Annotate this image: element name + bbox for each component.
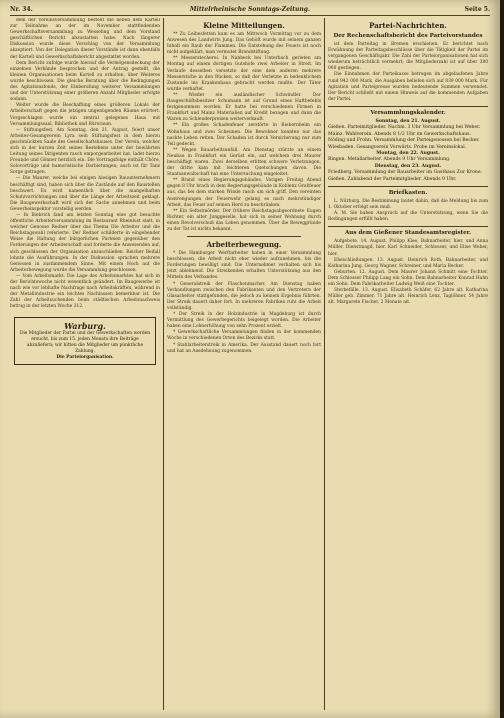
binding-edge (500, 0, 504, 718)
article-paragraph: — Die Maurer, welche bei einigen hiesigen Bauunternehmern beschäftigt sind, haben sich über die Zustände auf den Baustellen beschwert. Es wird namentlich über die mangelhaften Schutzvorrichtungen und über die Länge der Arbeitszeit geklagt. Die Baugewerkschaft wird sich der Sache annehmen und beim Gewerbeinspektor vorstellig werden. (10, 176, 160, 212)
article-paragraph: — Vom Arbeitsmarkt. Die Lage des Arbeitsmarktes hat sich in der Berichtswoche nicht wesentlich geändert. Im Baugewerbe ist nach wie vor lebhafte Nachfrage nach Arbeitskräften, während in der Metallindustrie ein leichtes Nachlassen bemerkbar ist. Die Zahl der Arbeitsuchenden beim städtischen Arbeitsnachweis betrug in der letzten Woche 312. (10, 273, 160, 310)
section-divider (328, 186, 488, 187)
issue-number: Nr. 34. (10, 6, 33, 13)
registry-entry: Geburten. 12. August. Dem Maurer Johann Schmitt eine Tochter. Dem Schlosser Philipp Lang ein Sohn. Dem Bahnarbeiter Konrad Hahn ein Sohn. Dem Fabrikarbeiter Ludwig Weiß eine Tochter. (328, 269, 488, 288)
news-item: ** Zu Leibesfetten kam es am Mittwoch Vormittag vor zu dem Anwesen des Landwirts Jung. Das Gehöft wurde mit seinem ganzen Inhalt ein Raub der Flammen. Die Entstehung des Feuers ist noch nicht aufgeklärt, man vermutet Brandstiftung. (167, 32, 321, 56)
notice-signature: Die Parteiorganisation. (56, 354, 114, 360)
column-rule (324, 18, 325, 710)
calendar-entry: Wiesbaden. Gesangverein Vorwärts. Probe im Vereinslokal. (328, 144, 467, 150)
calendar-entry: Nöding und Frohn. Versammlung der Parteigenossen bei Becker. (328, 138, 480, 144)
registry-entry: Aufgebote. 14. August. Philipp Klee, Bahnarbeiter, hier, und Anna Müller, Dienstmagd, hier. Karl Schneider, Schlosser, und Elise Weber, hier. (328, 239, 488, 257)
notice-line: Die Mitglieder der Partei und der Gewerkschaften werden (19, 330, 151, 336)
calendar-date: Montag, den 22. August. (376, 150, 440, 156)
newspaper-title: Mittelrheinische Sonntags-Zeitung. (189, 6, 311, 13)
news-item: ** Wieder ein ausländischer Schwindler. Der Baugeschäftsbesitzer Schumann ist auf Grund eines Haftbefehls festgenommen worden. Er hatte bei verschiedenen Firmen in Frankfurt und Mainz Materialien auf Kredit bezogen und dann die Waren zu Schleuderpreisen weiterverkauft. (167, 92, 321, 123)
letter-reply: L. Nürburg. Die Bestimmung lautet dahin, daß die Meldung bis zum 1. Oktober erfolgt sein muß. (328, 199, 488, 211)
notice-box (14, 317, 156, 365)
news-item: ** Brand eines Regierungsgebäudes. Vorigen Freitag Abend gegen 8 Uhr brach in dem Regierungsgebäude in Koblenz Großfeuer aus, das bei dem starken Winde rasch um sich griff. Den vereinten Anstrengungen der Feuerwehr gelang es nach mehrstündiger Arbeit, das Feuer auf seinen Herd zu beschränken. (167, 178, 321, 208)
section-heading: Kleine Mitteilungen. (203, 21, 285, 30)
calendar-entry: Bingen. Metallarbeiter. Abends 9 Uhr Versammlung. (328, 157, 451, 163)
section-heading: Briefkasten. (388, 190, 428, 196)
notice-line: ersucht, bis zum 15. jeden Monats ihre Beiträge (31, 336, 139, 342)
column-middle (167, 18, 321, 710)
news-item: * Gewerkschaftliche Versammlungen finden in der kommenden Woche in verschiedenen Orten des Bezirks statt. (167, 330, 321, 342)
section-heading: Aus dem Gießener Standesamtsregister. (344, 230, 472, 237)
section-subheading: Der Rechenschaftsbericht des Parteivorstandes (333, 33, 483, 39)
notice-line: abzuliefern; wir bitten die Mitglieder um pünktliche Zahlung. (26, 342, 144, 354)
column-left (10, 18, 160, 710)
notice-title: Warburg. (64, 320, 106, 331)
news-item: * Die Hamburger Werftarbeiter haben in einer Versammlung beschlossen, die Arbeit nicht eher wieder aufzunehmen, bis die Forderungen bewilligt sind. Die Unternehmer verhalten sich bis jetzt ablehnend. Die Streikenden erhalten Unterstützung aus den Mitteln des Verbandes. (167, 251, 321, 281)
calendar-date: Dienstag, den 23. August. (374, 163, 442, 169)
article-paragraph: — Stiftungsfest. Am Sonntag, den 21. August, feiert unser Arbeiter-Gesangverein Lyra sein Stiftungsfest in dem hierzu geschmückten Saale des Gesellschaftshauses. Der Verein, welcher sich in der kurzen Zeit seines Bestehens unter der bewährten Leitung seines Dirigenten rasch emporgearbeitet hat, ladet hierzu Freunde und Gönner herzlich ein. Die Vortragsfolge enthält Chöre, Solovorträge und humoristische Darbietungen; auch ist für Tanz Sorge getragen. (10, 127, 160, 176)
section-heading: Partei-Nachrichten. (369, 21, 447, 30)
registry-entry: Sterbefälle. 13. August. Elisabeth Schäfer, 62 Jahre alt. Katharina Müller geb. Zimmer, 71 Jahre alt. Heinrich Lenz, Taglöhner, 54 Jahre alt. Margarete Fischer, 2 Monate alt. (328, 288, 488, 306)
news-item: ** Ein Selbstmörder. Der frühere Reichstagsabgeordnete Eugen Richter, ein alter Junggeselle, hat sich in seiner Wohnung durch einen Revolverschuß das Leben genommen. Über die Beweggründe zu der Tat ist nichts bekannt. (167, 208, 321, 232)
article-paragraph: Die Einnahmen der Parteikasse betrugen im abgelaufenen Jahre rund 942 000 Mark, die Ausgaben beliefen sich auf 839 000 Mark. Für Agitation und Parteipresse wurden bedeutende Summen verwendet. Der Bericht schließt mit einem Hinweis auf die kommenden Aufgaben der Partei. (328, 72, 488, 102)
section-heading: Arbeiterbewegung. (206, 240, 282, 250)
news-item: * Stahlarbeiterstreik in Amerika. Der Ausstand dauert noch fort und hat an Ausdehnung zugenommen. (167, 342, 321, 354)
news-item: * Der Streik in der Holzindustrie in Magdeburg ist durch Vermittlung des Gewerbegerichts beigelegt worden. Die Arbeiter haben eine Lohnerhöhung von zehn Prozent erzielt. (167, 312, 321, 330)
calendar-entry: Mainz. Wahlverein. Abends 8 1/2 Uhr im Gewerkschaftshaus. (328, 131, 472, 137)
article-paragraph: Dem Bericht zufolge wurde hierauf die Vermögensdeckung der einzelnen Verbände besprochen und der Antrag gestellt, die kleinen Organisationen beim Kartell zu erhalten, über Weiteres wurde beschlossen. Die gleiche Beratung über die Bedingungen des Agitationsfonds, der Einberufung weiterer Versammlungen und der Unterstützung einer größeren Anzahl Mitglieder erfolgte sodann. (10, 60, 160, 103)
calendar-entry: Gießen. Parteimitglieder. Nachm. 3 Uhr Versammlung bei Weber. (328, 125, 481, 131)
calendar-entry: Friedberg. Versammlung der Bauarbeiter im Gasthaus Zur Krone. (328, 170, 483, 176)
article-paragraph: — In Biebrich fand am letzten Sonntag eine gut besuchte öffentliche Arbeiterversammlung im Restaurant Rheinlust statt, in welcher Genosse Redner über das Thema Die Arbeiter und die Reichstagswahl referierte. Der Redner schilderte in eingehender Weise die Haltung der bürgerlichen Parteien gegenüber den Forderungen der Arbeiterschaft und forderte die Anwesenden auf, sich geschlossen der Organisation anzuschließen. Reicher Beifall lohnte die Ausführungen. In der Diskussion sprachen mehrere Genossen in zustimmendem Sinne. Mit einem Hoch auf die Arbeiterbewegung wurde die Versammlung geschlossen. (10, 213, 160, 273)
news-item: ** Messerstecherei. In Nahbeck bei Unterbach gerieten am Montag auf einem dortigen Gutshofe zwei Arbeiter in Streit. Im Verlaufe desselben versetzte der eine dem anderen mehrere Messerstiche in den Rücken, so daß der Verletzte in bedenklichem Zustande ins Krankenhaus gebracht werden mußte. Der Täter wurde verhaftet. (167, 56, 321, 92)
news-item: * Generalstreik der Flaschenmacher. Am Dienstag haben Verhandlungen zwischen den Fabrikanten und den Vertretern der Glasarbeiter stattgefunden, die jedoch zu keinem Ergebnis führten. Der Streik dauert daher fort. In mehreren Fabriken ruht die Arbeit vollständig. (167, 281, 321, 311)
news-item: ** Ein großes Schadenfeuer zerstörte in Biebernheim ein Wohnhaus und zwei Scheunen. Die Bewohner konnten nur das nackte Leben retten. Der Schaden ist durch Versicherung nur zum Teil gedeckt. (167, 123, 321, 147)
calendar-entry: Gießen. Zahlabend der Parteimitglieder. Abends 9 Uhr. (328, 176, 457, 182)
letter-reply: A. M. Sie haben Anspruch auf die Unterstützung, wenn Sie die Bedingungen erfüllt haben. (328, 211, 488, 223)
section-divider (187, 236, 301, 237)
section-divider (328, 106, 488, 107)
calendar-date: Sonntag, den 21. August. (375, 118, 441, 124)
column-rule (163, 18, 164, 710)
article-paragraph: Weiter wurde die Beschaffung eines größeren Lokals der Arbeiterschaft gegen die jetzigen ungenügenden Räume erörtert. Vorgeschlagen wurde ein zentral gelegenes Haus mit Versammlungssaal, Bibliothek und Büroraum. (10, 103, 160, 127)
column-right (328, 18, 488, 710)
article-paragraph: dem der Vereinsversammlung bestellt die neben dem Kartell zur Teilnahme an der im November stattfindenden Gewerkschaftsversammlung zu Wesseling und dem Vorstand geschäftlichen Bericht abzustatten habe. Nach längerer Diskussion wurde diese Vorschlag von der Versammlung akzeptiert. Von der Delegation dieser Vorstände ist dann ebenfalls der Kartell und Gewerkschaftsbericht abgestattet worden. (10, 18, 160, 60)
section-heading: Versammlungskalender. (370, 109, 446, 116)
section-divider (328, 226, 488, 227)
news-item: ** Wegen Bauarbeitsunfall. Am Dienstag stürzte an einem Neubau in Frankfurt ein Gerüst ein, auf welchem drei Maurer beschäftigt waren. Zwei derselben erlitten schwere Verletzungen, der dritte kam mit leichteren Quetschungen davon. Die Staatsanwaltschaft hat eine Untersuchung eingeleitet. (167, 147, 321, 178)
article-paragraph: ist dem Parteitag in Bremen erschienen. Er berichtet nach Erwähnung der Parteitagsbeschlüsse über die Tätigkeit der Partei im vergangenen Geschäftsjahr. Die Zahl der Parteiorganisationen hat sich wiederum beträchtlich vermehrt; die Mitgliederzahl ist auf über 380 000 gestiegen. (328, 42, 488, 72)
registry-entry: Eheschließungen. 13. August. Heinrich Roth, Bahnarbeiter, und Katharina Jung. Georg Wagner, Schreiner, und Maria Becker. (328, 257, 488, 269)
page-header (10, 5, 490, 16)
page-number: Seite 5. (464, 6, 490, 13)
